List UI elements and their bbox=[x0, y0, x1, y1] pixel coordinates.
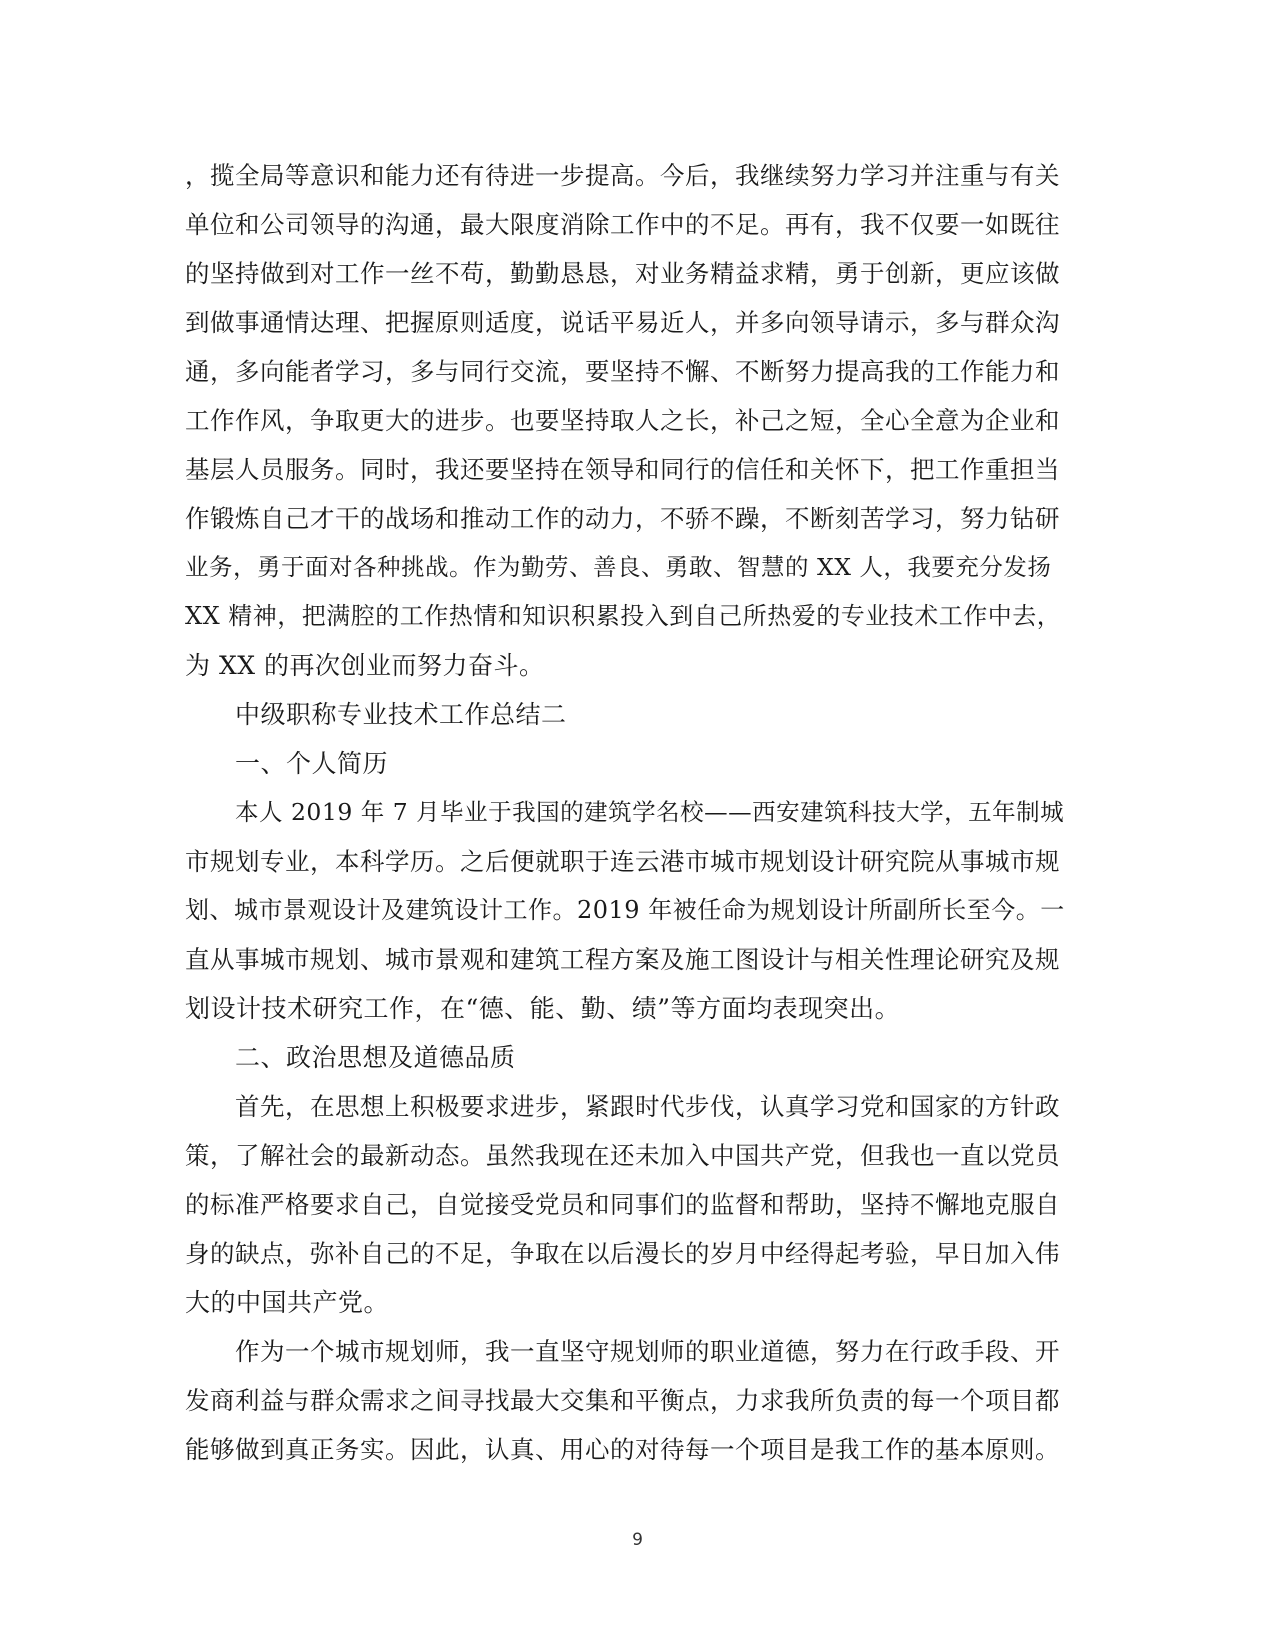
text-line: 首先，在思想上积极要求进步，紧跟时代步伐，认真学习党和国家的方针政 bbox=[235, 1092, 1060, 1121]
text-line: 能够做到真正务实。因此，认真、用心的对待每一个项目是我工作的基本原则。 bbox=[185, 1435, 1060, 1464]
text-line: 为 XX 的再次创业而努力奋斗。 bbox=[185, 651, 545, 680]
text-line: 单位和公司领导的沟通，最大限度消除工作中的不足。再有，我不仅要一如既往 bbox=[185, 210, 1060, 239]
text-line: XX 精神，把满腔的工作热情和知识积累投入到自己所热爱的专业技术工作中去， bbox=[185, 602, 1062, 630]
text-line: 到做事通情达理、把握原则适度，说话平易近人，并多向领导请示，多与群众沟 bbox=[185, 308, 1060, 337]
text-line: 作为一个城市规划师，我一直坚守规划师的职业道德，努力在行政手段、开 bbox=[235, 1337, 1060, 1366]
text-line: 作锻炼自己才干的战场和推动工作的动力，不骄不躁，不断刻苦学习，努力钻研 bbox=[185, 504, 1060, 533]
text-line: 二、政治思想及道德品质 bbox=[235, 1043, 516, 1072]
text-line: 工作作风，争取更大的进步。也要坚持取人之长，补己之短，全心全意为企业和 bbox=[185, 406, 1060, 435]
text-line: 本人 2019 年 7 月毕业于我国的建筑学名校——西安建筑科技大学，五年制城 bbox=[235, 798, 1065, 826]
text-line: 的坚持做到对工作一丝不苟，勤勤恳恳，对业务精益求精，勇于创新，更应该做 bbox=[185, 259, 1060, 288]
text-line: 大的中国共产党。 bbox=[185, 1288, 390, 1317]
text-line: 市规划专业，本科学历。之后便就职于连云港市城市规划设计研究院从事城市规 bbox=[185, 847, 1060, 876]
text-line: 业务，勇于面对各种挑战。作为勤劳、善良、勇敢、智慧的 XX 人，我要充分发扬 bbox=[185, 553, 1052, 581]
text-line: 策，了解社会的最新动态。虽然我现在还未加入中国共产党，但我也一直以党员 bbox=[185, 1141, 1060, 1170]
text-line: ，揽全局等意识和能力还有待进一步提高。今后，我继续努力学习并注重与有关 bbox=[185, 161, 1060, 190]
text-line: 中级职称专业技术工作总结二 bbox=[235, 700, 567, 729]
text-line: 身的缺点，弥补自己的不足，争取在以后漫长的岁月中经得起考验，早日加入伟 bbox=[185, 1239, 1060, 1268]
text-line: 发商利益与群众需求之间寻找最大交集和平衡点，力求我所负责的每一个项目都 bbox=[185, 1386, 1060, 1415]
text-line: 直从事城市规划、城市景观和建筑工程方案及施工图设计与相关性理论研究及规 bbox=[185, 945, 1060, 974]
text-line: 一、个人简历 bbox=[235, 749, 389, 778]
page-number: 9 bbox=[632, 1530, 643, 1550]
text-line: 划、城市景观设计及建筑设计工作。2019 年被任命为规划设计所副所长至今。一 bbox=[185, 896, 1065, 924]
text-line: 通，多向能者学习，多与同行交流，要坚持不懈、不断努力提高我的工作能力和 bbox=[185, 357, 1060, 386]
text-line: 基层人员服务。同时，我还要坚持在领导和同行的信任和关怀下，把工作重担当 bbox=[185, 455, 1060, 484]
text-line: 划设计技术研究工作，在“德、能、勤、绩”等方面均表现突出。 bbox=[185, 994, 901, 1023]
text-line: 的标准严格要求自己，自觉接受党员和同事们的监督和帮助，坚持不懈地克服自 bbox=[185, 1190, 1060, 1219]
document-body bbox=[185, 151, 1065, 1474]
